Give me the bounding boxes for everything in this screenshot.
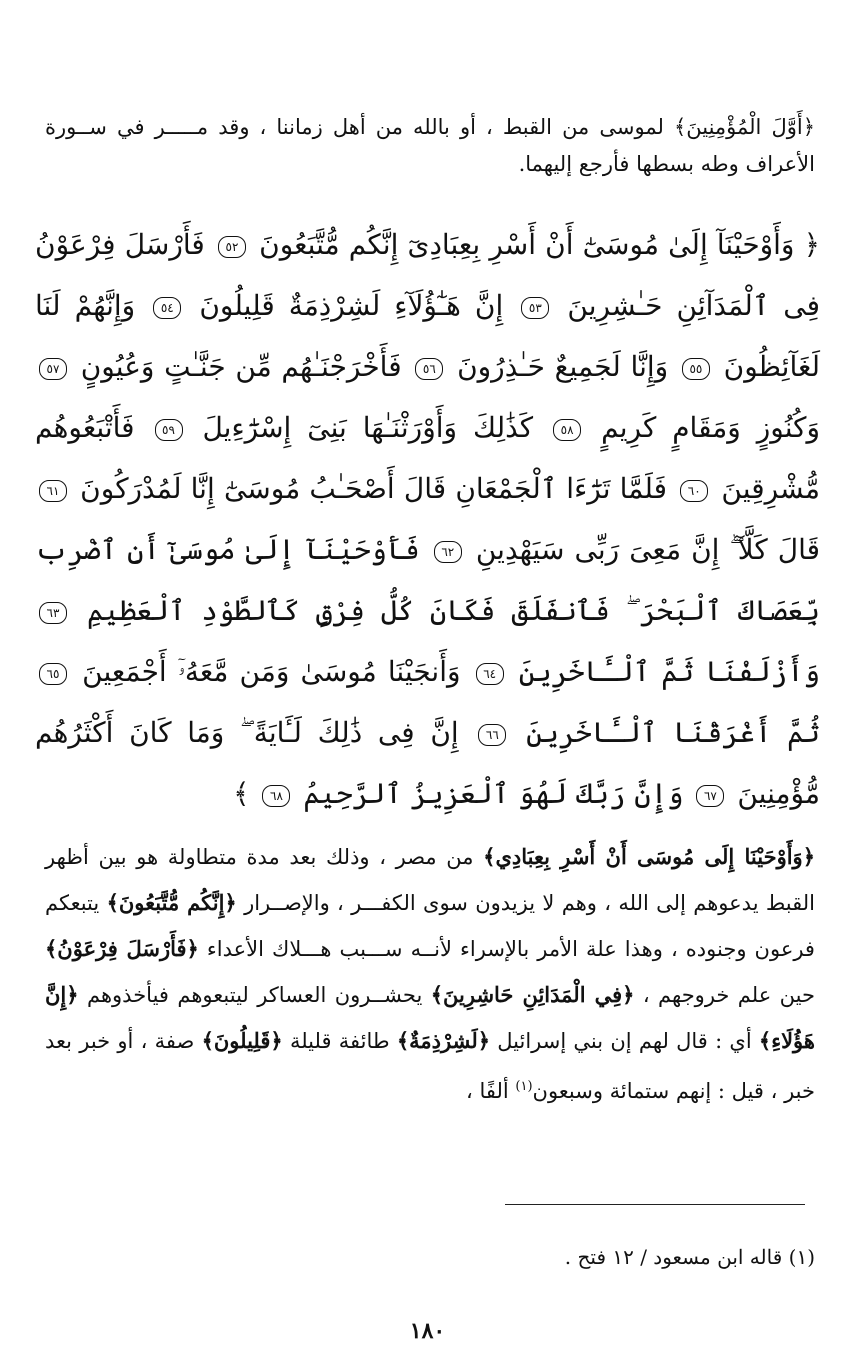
verse-text: إِنَّ فِى ذَٰلِكَ لَـَٔايَةً ۖ وَمَا كَانَ أَكْثَرُهُم مُّؤْمِنِينَ (35, 716, 820, 810)
ayah-number-marker: ٥٩ (155, 419, 183, 441)
commentary-text: أي : قال لهم إن بني إسرائيل (490, 1029, 759, 1053)
footnote-divider (505, 1204, 805, 1205)
verse-text: وَكُنُوزٍ وَمَقَامٍ كَرِيمٍ (585, 411, 821, 444)
quoted-verse: ﴿فَأَرْسَلَ فِرْعَوْنُ﴾ (45, 936, 199, 961)
intro-paragraph: ﴿أَوَّلَ الْمُؤْمِنِينَ﴾ لموسى من القبط ، أو بالله من أهل زماننا ، وقد مـــــر في ســورة الأعراف وطه بسطها فأرجع إليهما. (45, 115, 815, 176)
ayah-number-marker: ٥٤ (153, 297, 181, 319)
ayah-number-marker: ٦٦ (478, 724, 506, 746)
ayah-number-marker: ٦٤ (476, 663, 504, 685)
verse-text: كَذَٰلِكَ وَأَوْرَثْنَـٰهَا بَنِىٓ إِسْرَٰٓءِيلَ (186, 411, 534, 444)
page-number: ١٨٠ (409, 1318, 446, 1344)
verse-text: فَأَتْبَعُوهُم مُّشْرِقِينَ (35, 411, 821, 505)
commentary-text: حين علم خروجهم ، (634, 983, 815, 1007)
ayah-number-marker: ٥٦ (415, 358, 443, 380)
ayah-number-marker: ٥٨ (553, 419, 581, 441)
quoted-verse: ﴿قَلِيلُونَ﴾ (201, 1028, 283, 1053)
verse-text: وَأَنجَيْنَا مُوسَىٰ وَمَن مَّعَهُۥٓ أَجْمَعِينَ (71, 655, 461, 688)
footnote-ref: (١) (515, 1079, 533, 1094)
commentary-text: ألفًا ، (465, 1079, 516, 1103)
verse-text: فَأَوْحَيْنَآ إِلَىٰ مُوسَىٰٓ أَنِ ٱضْرِب بِّعَصَاكَ ٱلْبَحْرَ ۖ فَٱنفَلَقَ فَكَانَ كُلُّ فِرْقٍ كَٱلطَّوْدِ ٱلْعَظِيمِ (35, 533, 821, 627)
commentary-text: من مصر ، وذلك بعد مدة متطاولة هو بين أظهر القبط يدعوهم إلى الله ، وهم لا يزيدون سوى الكفـــر ، والإصــرار (45, 845, 815, 915)
ayah-number-marker: ٦٠ (680, 480, 708, 502)
ayah-number-marker: ٦٧ (696, 785, 724, 807)
quoted-verse: ﴿إِنَّ هَؤُلَاءِ﴾ (45, 982, 815, 1053)
verse-text: وَإِنَّا لَجَمِيعٌ حَـٰذِرُونَ (447, 350, 669, 383)
commentary-text: طائفة قليلة (282, 1029, 397, 1053)
verse-text: فَأَخْرَجْنَـٰهُم مِّن جَنَّـٰتٍ وَعُيُونٍ (71, 350, 402, 383)
quran-verses-block (35, 214, 820, 824)
verse-text: وَإِنَّ رَبَّكَ لَهُوَ ٱلْعَزِيزُ ٱلرَّحِيمُ (294, 777, 684, 810)
verse-text: وَأَزْلَفْنَا ثَمَّ ٱلْـَٔاخَرِينَ (507, 655, 821, 688)
ayah-number-marker: ٥٥ (682, 358, 710, 380)
verses-closing-bracket: ﴾ (233, 777, 250, 810)
quoted-verse: ﴿لَشِرْذِمَةٌ﴾ (396, 1028, 491, 1053)
verse-text: وَإِنَّهُمْ لَنَا لَغَآئِظُونَ (35, 289, 821, 383)
quoted-verse: ﴿وَأَوْحَيْنَا إِلَى مُوسَى أَنْ أَسْرِ بِعِبَادِي﴾ (483, 844, 815, 869)
quoted-verse: ﴿فِي الْمَدَائِنِ حَاشِرِينَ﴾ (430, 982, 635, 1007)
tafsir-paragraph (45, 834, 815, 1114)
ayah-number-marker: ٦٢ (434, 541, 462, 563)
ayah-number-marker: ٦٥ (39, 663, 67, 685)
ayah-number-marker: ٥٢ (218, 236, 246, 258)
verse-text: قَالَ كَلَّآ ۖ إِنَّ مَعِىَ رَبِّى سَيَهْدِينِ (465, 533, 820, 566)
commentary-text: يحشــرون العساكر ليتبعوهم فيأخذوهم (78, 983, 431, 1007)
verse-text: ﴿ وَأَوْحَيْنَآ إِلَىٰ مُوسَىٰٓ أَنْ أَسْرِ بِعِبَادِىٓ إِنَّكُم مُّتَّبَعُونَ (249, 228, 821, 261)
ayah-number-marker: ٥٧ (39, 358, 67, 380)
ayah-number-marker: ٥٣ (521, 297, 549, 319)
verse-text: ثُمَّ أَغْرَقْنَا ٱلْـَٔاخَرِينَ (510, 716, 820, 749)
ayah-number-marker: ٦١ (39, 480, 67, 502)
commentary-text: صفة ، أو خبر بعد خبر ، قيل : إنهم ستمائة وسبعون (45, 1029, 815, 1103)
ayah-number-marker: ٦٣ (39, 602, 67, 624)
verse-text: إِنَّ هَـٰٓؤُلَآءِ لَشِرْذِمَةٌ قَلِيلُونَ (185, 289, 504, 322)
commentary-text: يتبعكم فرعون وجنوده ، وهذا علة الأمر بالإسراء لأنــه ســـبب هـــلاك الأعداء (45, 891, 815, 961)
footnote: (١) قاله ابن مسعود / ١٢ فتح . (564, 1245, 815, 1269)
quoted-verse: ﴿إِنَّكُم مُّتَّبَعُونَ﴾ (106, 890, 237, 915)
verse-text: فَأَرْسَلَ فِرْعَوْنُ فِى ٱلْمَدَآئِنِ حَـٰشِرِينَ (35, 228, 821, 322)
ayah-number-marker: ٦٨ (262, 785, 290, 807)
verse-text: فَلَمَّا تَرَٰٓءَا ٱلْجَمْعَانِ قَالَ أَصْحَـٰبُ مُوسَىٰٓ إِنَّا لَمُدْرَكُونَ (71, 472, 668, 505)
